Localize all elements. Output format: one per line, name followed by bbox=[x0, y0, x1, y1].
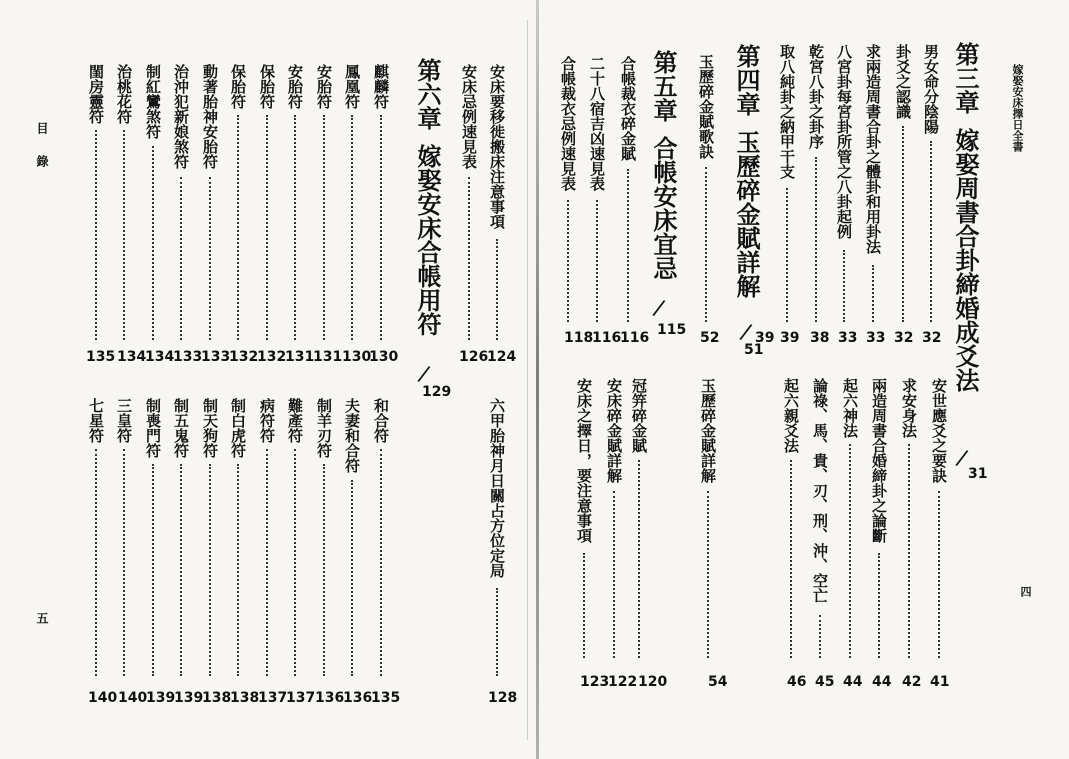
dot-leader bbox=[627, 169, 629, 323]
chapter-label: 第四章 bbox=[732, 44, 760, 116]
toc-page-number: 135 bbox=[86, 349, 116, 365]
toc-page-number: 54 bbox=[708, 674, 728, 690]
toc-page-number: 124 bbox=[487, 349, 517, 365]
toc-entry[interactable] bbox=[199, 64, 221, 340]
toc-entry-title: 安床碎金賦詳解 bbox=[605, 378, 623, 483]
toc-entry-title: 動著胎神安胎符 bbox=[201, 64, 219, 169]
toc-entry[interactable] bbox=[142, 398, 164, 676]
toc-entry-title: 三皇符 bbox=[115, 398, 133, 443]
dot-leader bbox=[180, 464, 182, 676]
dot-leader bbox=[567, 200, 569, 323]
toc-entry[interactable] bbox=[780, 378, 802, 658]
toc-entry-title: 制喪門符 bbox=[144, 398, 162, 458]
toc-page-number: 39 bbox=[755, 330, 775, 346]
toc-entry[interactable] bbox=[85, 398, 107, 676]
toc-page-number: 118 bbox=[564, 330, 594, 346]
toc-entry[interactable] bbox=[370, 64, 392, 340]
toc-entry[interactable] bbox=[341, 398, 363, 676]
dot-leader bbox=[294, 115, 296, 341]
toc-entry-title: 起六親爻法 bbox=[782, 378, 800, 453]
toc-page-number: 130 bbox=[342, 349, 372, 365]
toc-entry-title: 七星符 bbox=[87, 398, 105, 443]
dot-leader bbox=[938, 491, 940, 659]
toc-entry[interactable] bbox=[227, 398, 249, 676]
toc-page-number: 133 bbox=[173, 349, 203, 365]
chapter-title: 玉歷碎金賦詳解 bbox=[732, 130, 760, 298]
toc-entry-title: 兩造周書合婚締卦之論斷 bbox=[870, 378, 888, 543]
toc-entry-title: 取八純卦之納甲干支 bbox=[778, 44, 796, 179]
toc-entry-title: 制五鬼符 bbox=[172, 398, 190, 458]
chapter-heading-ch6[interactable] bbox=[412, 58, 442, 336]
toc-entry[interactable] bbox=[628, 378, 650, 658]
toc-page-number: 134 bbox=[117, 349, 147, 365]
toc-entry[interactable] bbox=[113, 398, 135, 676]
chapter-label: 第三章 bbox=[951, 42, 979, 114]
dot-leader bbox=[351, 480, 353, 677]
toc-entry[interactable] bbox=[839, 378, 861, 658]
toc-page-number: 32 bbox=[922, 330, 942, 346]
dot-leader bbox=[930, 141, 932, 322]
toc-entry-title: 制羊刃符 bbox=[315, 398, 333, 458]
toc-entry-title: 制天狗符 bbox=[201, 398, 219, 458]
toc-entry[interactable] bbox=[557, 56, 579, 322]
toc-page-number: 42 bbox=[902, 674, 922, 690]
chapter-title: 嫁娶周書合卦締婚成爻法 bbox=[951, 128, 979, 392]
toc-entry-title: 閨房靈符 bbox=[87, 64, 105, 124]
toc-entry-title: 鳳凰符 bbox=[343, 64, 361, 109]
toc-page-number: 46 bbox=[787, 674, 807, 690]
toc-page-number: 140 bbox=[118, 690, 148, 706]
toc-entry-title: 治沖犯新娘煞符 bbox=[172, 64, 190, 169]
toc-entry[interactable] bbox=[313, 398, 335, 676]
chapter-label: 第五章 bbox=[649, 50, 677, 122]
dot-leader bbox=[95, 449, 97, 677]
chapter-title: 嫁娶安床合帳用符 bbox=[413, 144, 441, 336]
toc-entry[interactable] bbox=[486, 64, 508, 340]
toc-entry-title: 治桃花符 bbox=[115, 64, 133, 124]
toc-entry[interactable] bbox=[170, 64, 192, 340]
toc-entry-title: 安床忌例速見表 bbox=[460, 64, 478, 169]
toc-page-number: 33 bbox=[838, 330, 858, 346]
toc-entry[interactable] bbox=[313, 64, 335, 340]
toc-entry[interactable] bbox=[284, 398, 306, 676]
chapter-page-number: 31 bbox=[968, 466, 988, 482]
toc-page-number: 137 bbox=[258, 690, 288, 706]
toc-entry-title: 安世應爻之要訣 bbox=[930, 378, 948, 483]
dot-leader bbox=[294, 449, 296, 677]
toc-page-number: 41 bbox=[930, 674, 950, 690]
toc-page-number: 139 bbox=[174, 690, 204, 706]
toc-page-number: 138 bbox=[202, 690, 232, 706]
toc-page-number: 32 bbox=[894, 330, 914, 346]
dot-leader bbox=[380, 449, 382, 677]
toc-page-number: 128 bbox=[488, 690, 518, 706]
toc-page-number: 116 bbox=[592, 330, 622, 346]
toc-entry-title: 二十八宿吉凶速見表 bbox=[588, 56, 606, 191]
toc-page-number: 123 bbox=[580, 674, 610, 690]
toc-entry-title: 起六神法 bbox=[841, 378, 859, 438]
toc-entry[interactable] bbox=[697, 378, 719, 658]
toc-entry[interactable] bbox=[898, 378, 920, 658]
toc-entry[interactable] bbox=[256, 398, 278, 676]
toc-entry[interactable] bbox=[458, 64, 480, 340]
toc-entry[interactable] bbox=[227, 64, 249, 340]
toc-entry-title: 保胎符 bbox=[229, 64, 247, 109]
toc-page-number: 135 bbox=[371, 690, 401, 706]
toc-entry[interactable] bbox=[862, 44, 884, 322]
dot-leader bbox=[180, 177, 182, 341]
toc-entry-title: 安床之擇日，要注意事項 bbox=[575, 378, 593, 543]
toc-page-number: 130 bbox=[369, 349, 399, 365]
toc-entry[interactable] bbox=[892, 44, 914, 322]
toc-page-number: 126 bbox=[459, 349, 489, 365]
toc-page-number: 44 bbox=[843, 674, 863, 690]
toc-page-number: 132 bbox=[229, 349, 259, 365]
toc-entry[interactable] bbox=[256, 64, 278, 340]
toc-page-number: 122 bbox=[608, 674, 638, 690]
toc-entry-title: 制紅鸞煞符 bbox=[144, 64, 162, 139]
book-gutter bbox=[536, 0, 539, 759]
toc-entry-title: 求兩造周書合卦之體卦和用卦法 bbox=[864, 44, 882, 254]
toc-entry[interactable] bbox=[920, 44, 942, 322]
dot-leader bbox=[323, 464, 325, 676]
chapter-title: 合帳安床宜忌 bbox=[649, 136, 677, 280]
dot-leader bbox=[123, 449, 125, 677]
toc-page-number: 33 bbox=[866, 330, 886, 346]
toc-entry-title: 保胎符 bbox=[258, 64, 276, 109]
dot-leader bbox=[123, 130, 125, 340]
running-header-left-2: 錄 bbox=[35, 155, 49, 167]
dot-leader bbox=[351, 115, 353, 341]
toc-entry-title: 六甲胎神月日關占方位定局 bbox=[488, 398, 506, 578]
toc-page-number: 131 bbox=[285, 349, 315, 365]
dot-leader bbox=[819, 615, 821, 659]
toc-entry[interactable] bbox=[805, 44, 827, 322]
dot-leader bbox=[613, 491, 615, 659]
toc-page-number: 132 bbox=[257, 349, 287, 365]
dot-leader bbox=[908, 444, 910, 658]
dot-leader bbox=[380, 115, 382, 341]
toc-entry[interactable] bbox=[85, 64, 107, 340]
toc-entry[interactable] bbox=[695, 54, 717, 322]
toc-entry[interactable] bbox=[486, 398, 508, 676]
toc-entry-title: 八宮卦每宮卦所管之八卦起例 bbox=[835, 44, 853, 239]
dot-leader bbox=[786, 188, 788, 323]
page-number-right: 四 bbox=[1019, 586, 1032, 597]
dot-leader bbox=[209, 464, 211, 676]
toc-entry-title: 難產符 bbox=[286, 398, 304, 443]
chapter-page-number: 51 bbox=[744, 342, 764, 358]
toc-entry-title: 玉歷碎金賦詳解 bbox=[699, 378, 717, 483]
chapter-slash-mark: / bbox=[415, 361, 432, 388]
toc-entry-title: 制白虎符 bbox=[229, 398, 247, 458]
dot-leader bbox=[707, 491, 709, 659]
chapter-heading-ch3[interactable] bbox=[950, 42, 980, 392]
dot-leader bbox=[266, 449, 268, 677]
toc-entry-title: 男女命分陰陽 bbox=[922, 44, 940, 134]
dot-leader bbox=[496, 588, 498, 676]
chapter-page-number: 129 bbox=[422, 384, 452, 400]
dot-leader bbox=[902, 126, 904, 323]
toc-page-number: 52 bbox=[700, 330, 720, 346]
toc-page-number: 136 bbox=[343, 690, 373, 706]
toc-page-number: 120 bbox=[638, 674, 668, 690]
toc-entry-title: 麒麟符 bbox=[372, 64, 390, 109]
chapter-slash-mark: / bbox=[737, 319, 754, 346]
toc-entry-title: 乾宮八卦之卦序 bbox=[807, 44, 825, 149]
dot-leader bbox=[266, 115, 268, 341]
dot-leader bbox=[237, 464, 239, 676]
dot-leader bbox=[496, 239, 498, 341]
toc-entry[interactable] bbox=[284, 64, 306, 340]
toc-entry-title: 合帳裁衣碎金賦 bbox=[619, 56, 637, 161]
chapter-heading-ch4[interactable] bbox=[731, 44, 761, 298]
toc-page-number: 45 bbox=[815, 674, 835, 690]
toc-entry-title: 卦爻之認識 bbox=[894, 44, 912, 119]
dot-leader bbox=[468, 177, 470, 341]
dot-leader bbox=[705, 167, 707, 323]
toc-entry-title: 玉歷碎金賦歌訣 bbox=[697, 54, 715, 159]
chapter-label: 第六章 bbox=[413, 58, 441, 130]
toc-page-number: 44 bbox=[872, 674, 892, 690]
dot-leader bbox=[95, 130, 97, 340]
toc-entry[interactable] bbox=[170, 398, 192, 676]
toc-page-number: 39 bbox=[780, 330, 800, 346]
toc-entry[interactable] bbox=[928, 378, 950, 658]
dot-leader bbox=[237, 115, 239, 341]
dot-leader bbox=[209, 177, 211, 341]
toc-entry-title: 安胎符 bbox=[286, 64, 304, 109]
toc-page-number: 139 bbox=[146, 690, 176, 706]
chapter-slash-mark: / bbox=[953, 445, 970, 472]
dot-leader bbox=[815, 157, 817, 323]
toc-entry[interactable] bbox=[113, 64, 135, 340]
toc-entry-title: 安床要移徙搬床注意事項 bbox=[488, 64, 506, 229]
dot-leader bbox=[843, 250, 845, 323]
toc-page-number: 134 bbox=[145, 349, 175, 365]
dot-leader bbox=[638, 460, 640, 659]
dot-leader bbox=[152, 464, 154, 676]
toc-entry[interactable] bbox=[809, 378, 831, 658]
toc-page-number: 116 bbox=[620, 330, 650, 346]
toc-entry-title: 論祿、馬、貴、刃、刑、沖、空亡 bbox=[811, 378, 829, 603]
dot-leader bbox=[152, 146, 154, 341]
toc-page-number: 138 bbox=[230, 690, 260, 706]
toc-entry-title: 夫妻和合符 bbox=[343, 398, 361, 473]
dot-leader bbox=[872, 265, 874, 322]
toc-page-number: 38 bbox=[810, 330, 830, 346]
dot-leader bbox=[878, 553, 880, 659]
toc-entry-title: 求安身法 bbox=[900, 378, 918, 438]
page-number-left: 五 bbox=[35, 612, 49, 624]
page-fold bbox=[527, 20, 528, 740]
toc-page-number: 137 bbox=[286, 690, 316, 706]
toc-entry-title: 冠笄碎金賦 bbox=[630, 378, 648, 453]
toc-entry[interactable] bbox=[617, 56, 639, 322]
toc-page-number: 133 bbox=[201, 349, 231, 365]
toc-entry[interactable] bbox=[586, 56, 608, 322]
toc-entry-title: 和合符 bbox=[372, 398, 390, 443]
dot-leader bbox=[596, 200, 598, 323]
chapter-slash-mark: / bbox=[650, 295, 667, 322]
toc-entry[interactable] bbox=[573, 378, 595, 658]
toc-entry[interactable] bbox=[776, 44, 798, 322]
toc-entry[interactable] bbox=[341, 64, 363, 340]
toc-entry-title: 合帳裁衣忌例速見表 bbox=[559, 56, 577, 191]
dot-leader bbox=[849, 444, 851, 658]
toc-entry-title: 病符符 bbox=[258, 398, 276, 443]
running-header-right: 嫁娶安床擇日全書 bbox=[1011, 64, 1024, 152]
dot-leader bbox=[790, 460, 792, 659]
dot-leader bbox=[323, 115, 325, 341]
toc-page-number: 131 bbox=[313, 349, 343, 365]
toc-page-number: 136 bbox=[315, 690, 345, 706]
toc-entry[interactable] bbox=[833, 44, 855, 322]
toc-entry[interactable] bbox=[370, 398, 392, 676]
toc-entry[interactable] bbox=[603, 378, 625, 658]
chapter-page-number: 115 bbox=[657, 322, 687, 338]
chapter-heading-ch5[interactable] bbox=[648, 50, 678, 280]
toc-entry[interactable] bbox=[142, 64, 164, 340]
toc-entry[interactable] bbox=[868, 378, 890, 658]
toc-page-number: 140 bbox=[88, 690, 118, 706]
toc-entry-title: 安胎符 bbox=[315, 64, 333, 109]
running-header-left-1: 目 bbox=[35, 122, 49, 134]
dot-leader bbox=[583, 553, 585, 659]
toc-entry[interactable] bbox=[199, 398, 221, 676]
